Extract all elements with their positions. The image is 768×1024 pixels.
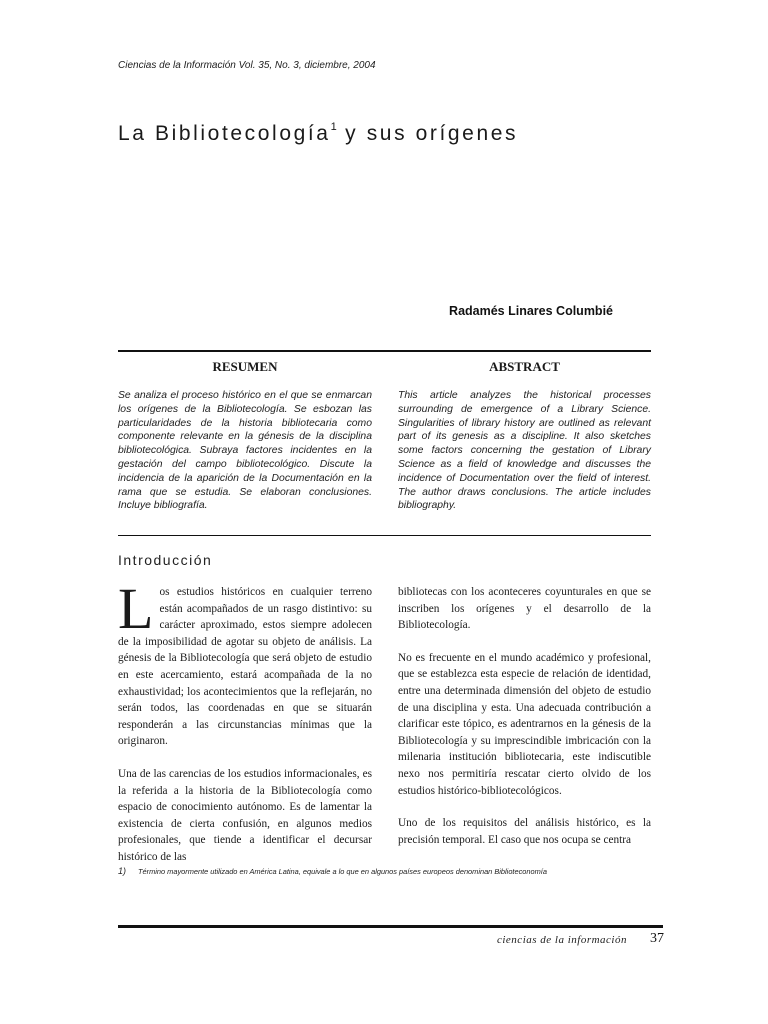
running-footer-title: ciencias de la información — [496, 934, 627, 946]
section-heading-introduction: Introducción — [118, 552, 213, 568]
drop-cap: L — [118, 576, 154, 641]
footnote-text: Término mayormente utilizado en América Latina, equivale a lo que en algunos países europeos denominan Biblioteconomía — [138, 867, 547, 876]
footnote-number: 1) — [118, 866, 127, 876]
title-footnote-marker[interactable]: 1 — [330, 121, 337, 133]
resumen-text: Se analiza el proceso histórico en el que se enmarcan los orígenes de la Bibliotecología. Se esbozan las particularidades de la historia bibliotecaria como componente relevante en la génesis de la disciplina bibliotecológica. Subraya factores incidentes en la gestación del campo bibliotecológico. Discute la incidencia de la aparición de la Documentación en la rama que se estudia. Se elaboran conclusiones. Incluye bibliografía. — [118, 390, 372, 512]
abstract-text: This article analyzes the historical processes surrounding de emergence of a Library Science. Singularities of library history are outlined as relevant part of its genesis as a discipline. It also sketches some factors concerning the gestation of Library Science as a field of knowledge and discusses the incidence of Documentation over the field of interest. The author draws conclusions. The article includes bibliography. — [398, 390, 651, 512]
paragraph-text: os estudios históricos en cualquier terreno están acompañados de un rasgo distintivo: su carácter aproximado, estos siempre adolecen de la imposibilidad de agotar su objeto de análisis. La génesis de la Bibliotecología que será objeto de estudio en este acercamiento, estará acompañada de la no exhaustividad; los acontecimientos que la reflejarán, no serán todos, las coordenadas en que se situarán responderán a las circunstancias mínimas que la originaron. — [118, 586, 372, 748]
body-paragraph: Uno de los requisitos del análisis histórico, es la precisión temporal. El caso que nos ocupa se centra — [398, 817, 651, 846]
author-name: Radamés Linares Columbié — [449, 304, 613, 318]
title-main: La Bibliotecología — [118, 122, 331, 145]
abstract-divider — [118, 535, 651, 536]
footer-divider — [118, 925, 663, 928]
body-paragraph — [118, 576, 372, 750]
abstract-heading: ABSTRACT — [489, 359, 560, 374]
body-paragraph: No es frecuente en el mundo académico y profesional, que se establezca esta especie de relación de identidad, entre una determinada dimensión del objeto de estudio de una disciplina y esta. Una adecuada contribución a clarificar este tópico, es adentrarnos en la génesis de la Bibliotecología y su imprescindible imbricación con la milenaria institución bibliotecaria, este indiscutible nexo nos permitiría rescatar cierto olvido de los estudios histórico-bibliotecológicos. — [398, 651, 651, 797]
body-paragraph: bibliotecas con los aconteceres coyunturales en que se inscriben los orígenes y el desarrollo de la Bibliotecología. — [398, 586, 651, 632]
body-column-right — [398, 584, 651, 864]
top-divider — [118, 350, 651, 352]
article-title — [118, 122, 518, 146]
resumen-heading: RESUMEN — [212, 359, 278, 374]
body-paragraph: Una de las carencias de los estudios informacionales, es la referida a la historia de la Bibliotecología como espacio de conocimiento autónomo. Es de lamentar la existencia de cierta confusión, en algunos medios profesionales, que tiende a identificar el decursar histórico de las — [118, 767, 372, 863]
title-rest: y sus orígenes — [336, 122, 519, 145]
journal-citation: Ciencias de la Información Vol. 35, No. 3, diciembre, 2004 — [118, 60, 376, 71]
page-number: 37 — [650, 931, 664, 946]
body-column-left — [118, 576, 372, 882]
footnote — [118, 866, 547, 876]
